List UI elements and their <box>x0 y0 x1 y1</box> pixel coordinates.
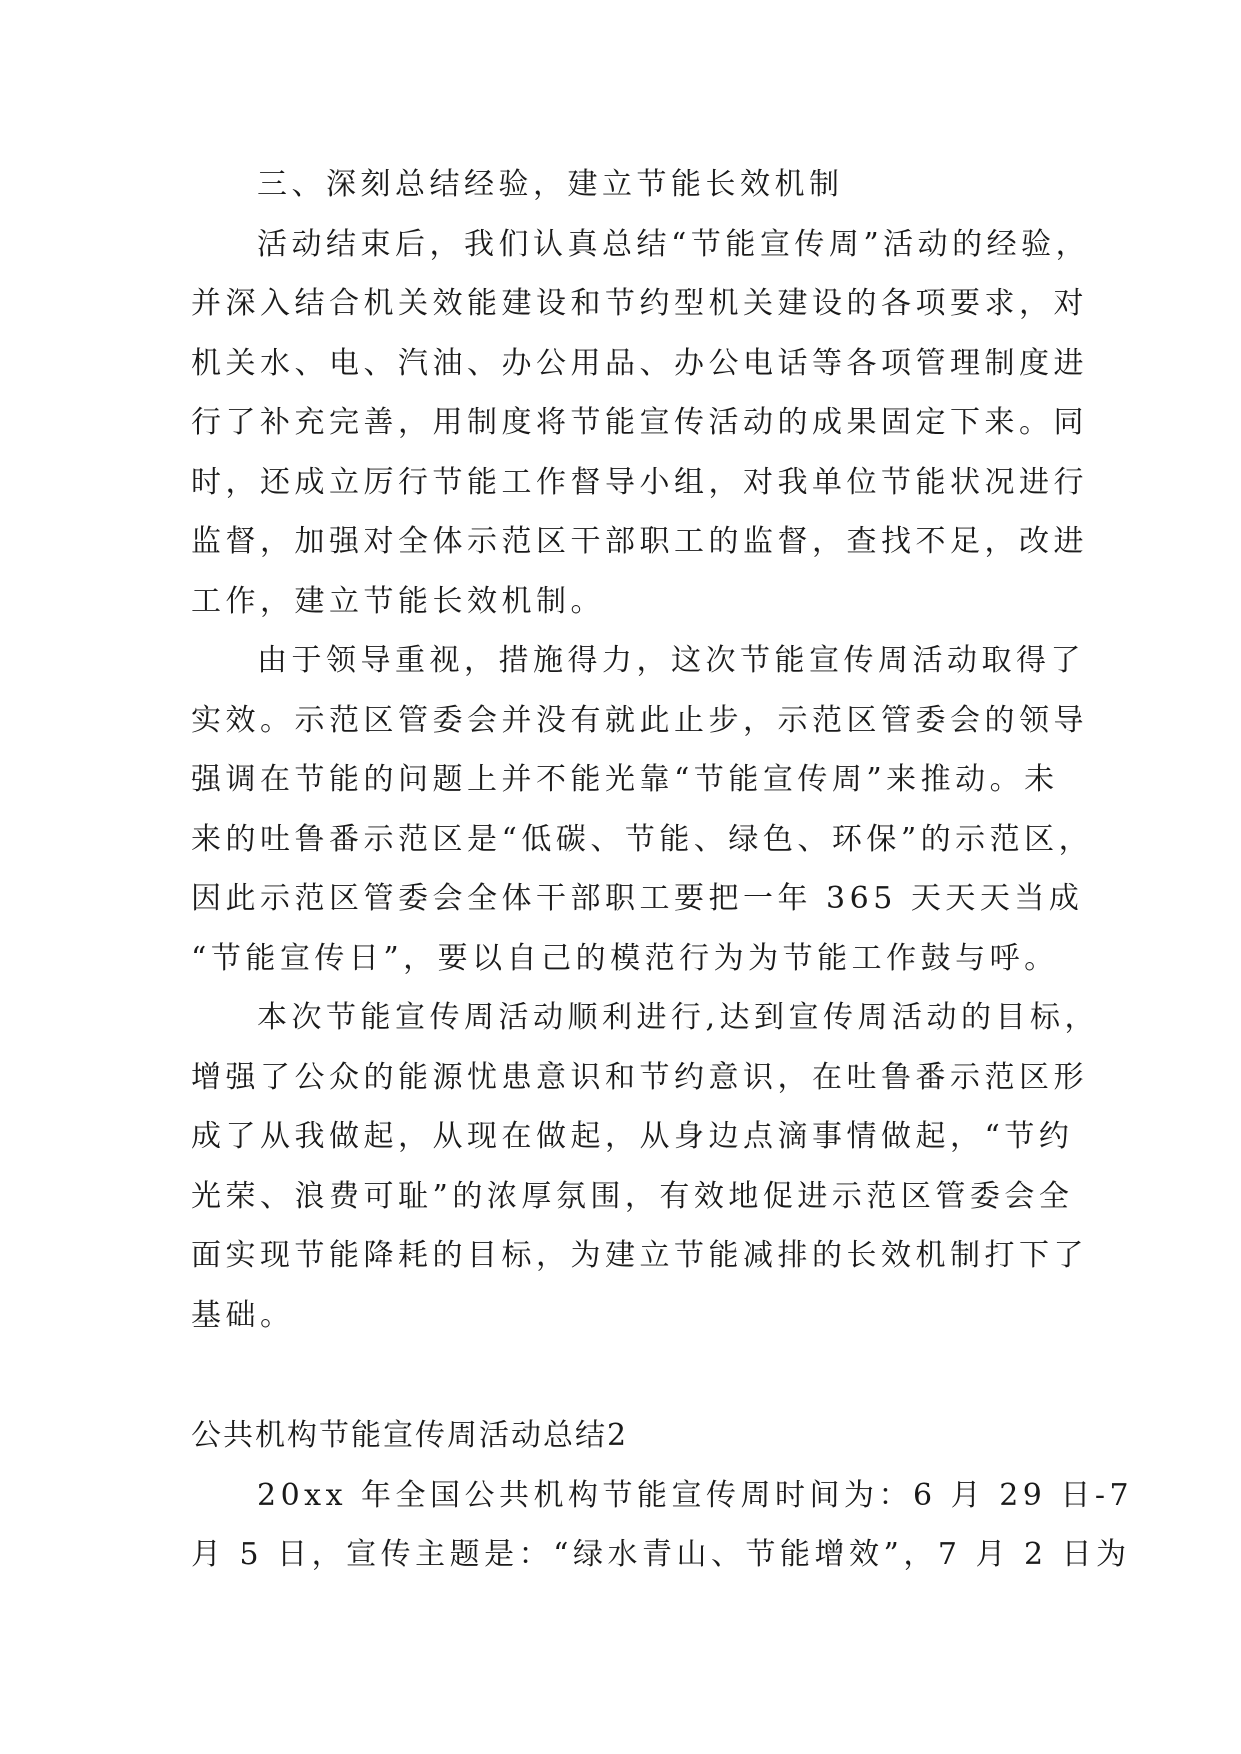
paragraph-line: 活动结束后，我们认真总结“节能宣传周”活动的经验， <box>257 226 1091 262</box>
paragraph-results <box>191 631 1094 988</box>
paragraph-line: 基础。 <box>191 1297 295 1333</box>
paragraph-line: 因此示范区管委会全体干部职工要把一年 365 天天天当成 <box>191 881 1084 916</box>
paragraph-line: 来的吐鲁番示范区是“低碳、节能、绿色、环保”的示范区， <box>191 821 1094 857</box>
paragraph-line: 工作，建立节能长效机制。 <box>191 583 605 619</box>
document-title: 公共机构节能宣传周活动总结2 <box>191 1418 629 1453</box>
paragraph-line: “节能宣传日”，要以自己的模范行为为节能工作鼓与呼。 <box>191 940 1059 976</box>
paragraph-conclusion <box>191 988 1100 1345</box>
paragraph-line: 20xx 年全国公共机构节能宣传周时间为：6 月 29 日-7 <box>257 1477 1134 1513</box>
paragraph-line: 强调在节能的问题上并不能光靠“节能宣传周”来推动。未 <box>191 762 1059 797</box>
paragraph-line: 并深入结合机关效能建设和节约型机关建设的各项要求，对 <box>191 286 1088 321</box>
paragraph-line: 增强了公众的能源忧患意识和节约意识，在吐鲁番示范区形 <box>191 1059 1088 1095</box>
paragraph-line: 月 5 日，宣传主题是：“绿水青山、节能增效”，7 月 2 日为 <box>191 1537 1131 1572</box>
paragraph-intro <box>191 1466 1134 1585</box>
document-body <box>191 155 1134 1585</box>
paragraph-line: 本次节能宣传周活动顺利进行,达到宣传周活动的目标， <box>257 1000 1100 1035</box>
section-heading: 三、深刻总结经验，建立节能长效机制 <box>257 167 844 202</box>
paragraph-line: 面实现节能降耗的目标，为建立节能减排的长效机制打下了 <box>191 1238 1088 1273</box>
paragraph-line: 行了补充完善，用制度将节能宣传活动的成果固定下来。同 <box>191 405 1088 440</box>
paragraph-summary <box>191 215 1091 632</box>
paragraph-line: 成了从我做起，从现在做起，从身边点滴事情做起，“节约 <box>191 1119 1074 1154</box>
paragraph-line: 实效。示范区管委会并没有就此止步，示范区管委会的领导 <box>191 702 1088 738</box>
paragraph-line: 光荣、浪费可耻”的浓厚氛围，有效地促进示范区管委会全 <box>191 1178 1074 1214</box>
paragraph-line: 时，还成立厉行节能工作督导小组，对我单位节能状况进行 <box>191 464 1088 500</box>
paragraph-line: 由于领导重视，措施得力，这次节能宣传周活动取得了 <box>257 643 1085 678</box>
paragraph-line: 监督，加强对全体示范区干部职工的监督，查找不足，改进 <box>191 524 1088 559</box>
paragraph-line: 机关水、电、汽油、办公用品、办公电话等各项管理制度进 <box>191 345 1088 381</box>
